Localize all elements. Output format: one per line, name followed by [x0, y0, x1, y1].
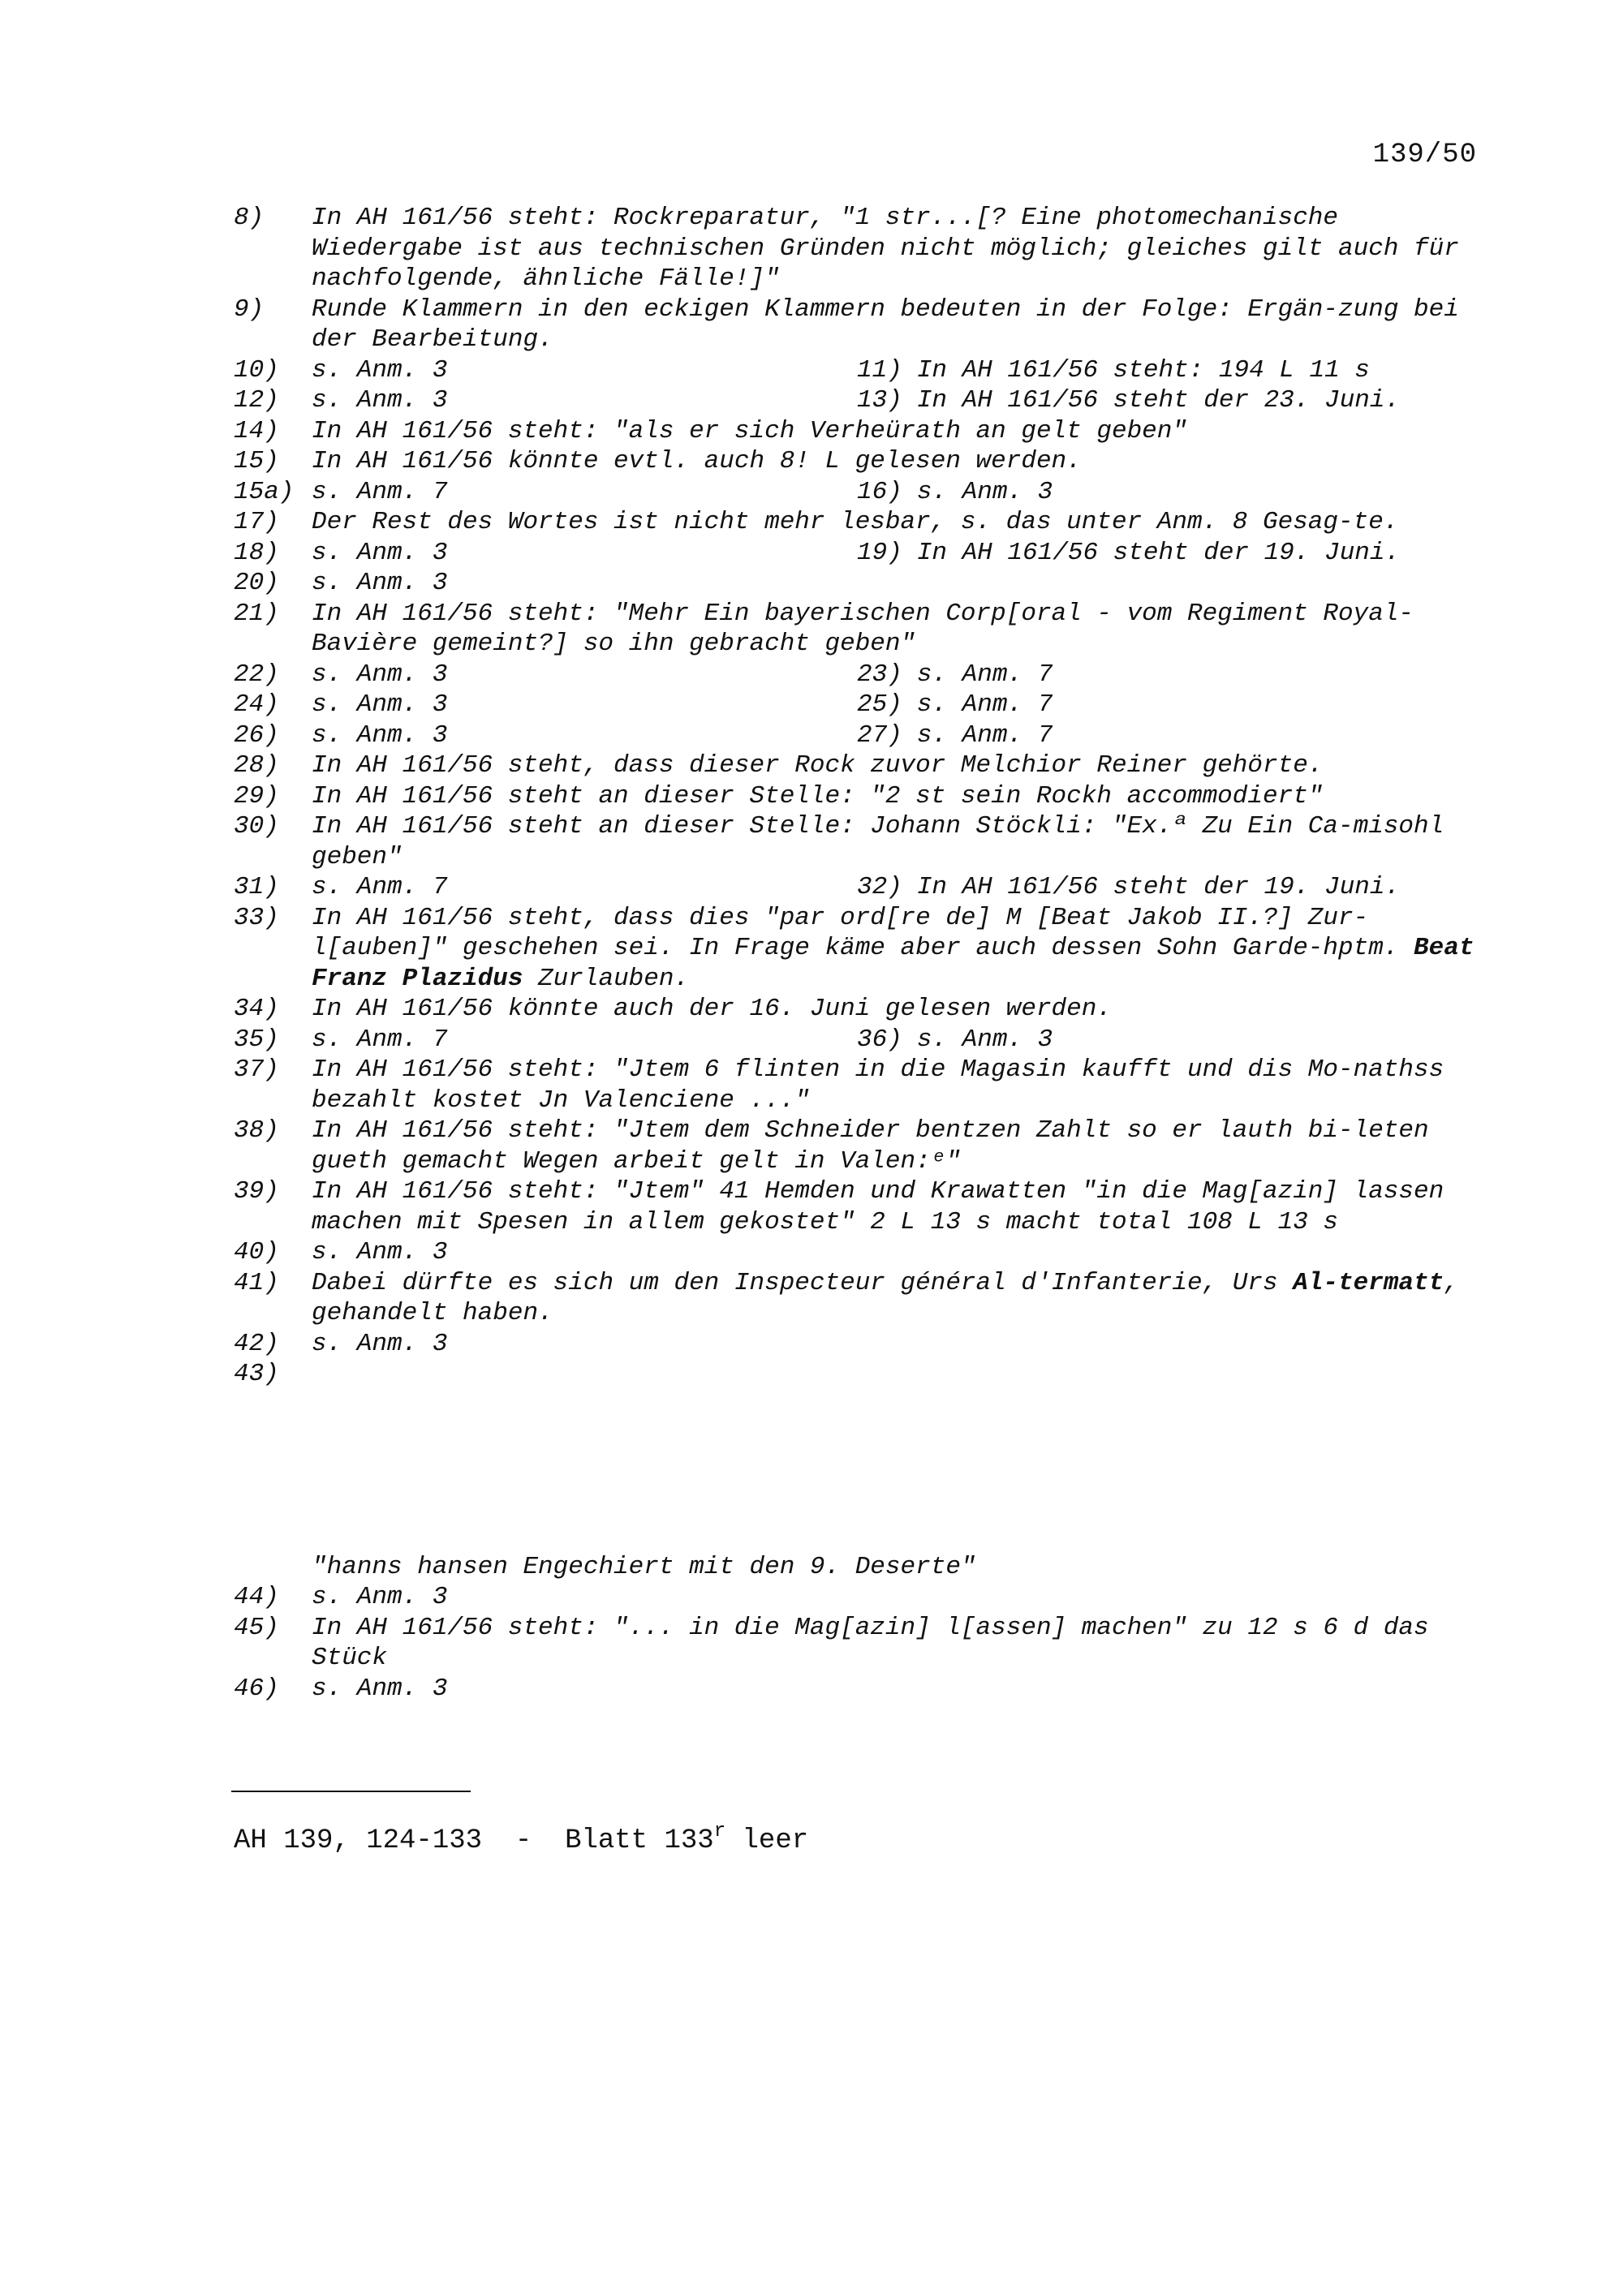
note-17: 17) Der Rest des Wortes ist nicht mehr lesbar, s. das unter Anm. 8 Gesag-te.	[234, 508, 1399, 536]
note-8: 8) In AH 161/56 steht: Rockreparatur, "1 str...[? Eine photomechanische Wiedergabe ist aus technischen Gründen nicht möglich; gleiches gilt auch für nachfolgende, ähnliche Fälle!]"	[234, 204, 1459, 293]
note-29: 29) In AH 161/56 steht an dieser Stelle: "2 st sein Rockh accommodiert"	[234, 781, 1324, 810]
note-10-11: 10) s. Anm. 3 11) In AH 161/56 steht: 194 L 11 s	[234, 355, 1370, 385]
note-15: 15) In AH 161/56 könnte evtl. auch 8! L gelesen werden.	[234, 447, 1082, 475]
blank-space	[234, 1390, 1483, 1552]
note-21: 21) In AH 161/56 steht: "Mehr Ein bayerischen Corp[oral - vom Regiment Royal-Bavière gemeint?] so ihn gebracht geben"	[234, 599, 1414, 658]
note-22-23: 22) s. Anm. 3 23) s. Anm. 7	[234, 660, 1053, 689]
note-26-27: 26) s. Anm. 3 27) s. Anm. 7	[234, 720, 1053, 750]
note-35-36: 35) s. Anm. 7 36) s. Anm. 3	[234, 1025, 1053, 1054]
note-34: 34) In AH 161/56 könnte auch der 16. Juni gelesen werden.	[234, 995, 1112, 1023]
person-name-bold: Al-termatt	[1293, 1268, 1444, 1297]
note-46: 46) s. Anm. 3	[234, 1674, 448, 1703]
note-31-32: 31) s. Anm. 7 32) In AH 161/56 steht der 19. Juni.	[234, 873, 1401, 901]
note-42: 42) s. Anm. 3	[234, 1329, 448, 1358]
note-40: 40) s. Anm. 3	[234, 1238, 448, 1266]
note-28: 28) In AH 161/56 steht, dass dieser Rock zuvor Melchior Reiner gehörte.	[234, 751, 1324, 780]
note-39: 39) In AH 161/56 steht: "Jtem" 41 Hemden und Krawatten "in die Mag[azin] lassen machen mit Spesen in allem gekostet" 2 L 13 s macht total 108 L 13 s	[234, 1177, 1444, 1236]
note-37: 37) In AH 161/56 steht: "Jtem 6 flinten in die Magasin kaufft und dis Mo-nathss bezahlt kostet Jn Valenciene ..."	[234, 1056, 1444, 1115]
footer-divider	[231, 1791, 471, 1792]
note-15a-16: 15a) s. Anm. 7 16) s. Anm. 3	[234, 477, 1053, 506]
note-12-13: 12) s. Anm. 3 13) In AH 161/56 steht der 23. Juni.	[234, 386, 1401, 415]
note-9: 9) Runde Klammern in den eckigen Klammern bedeuten in der Folge: Ergän-zung bei der Bearbeitung.	[234, 295, 1459, 354]
note-20: 20) s. Anm. 3	[234, 569, 448, 597]
note-30: 30) In AH 161/56 steht an dieser Stelle: Johann Stöckli: "Ex.ª Zu Ein Ca-misohl geben"	[234, 812, 1444, 871]
note-14: 14) In AH 161/56 steht: "als er sich Verheürath an gelt geben"	[234, 416, 1187, 445]
page-number: 139/50	[1372, 140, 1477, 170]
endnotes-list	[234, 203, 1483, 1704]
note-43-quote: "hanns hansen Engechiert mit den 9. Deserte"	[312, 1552, 976, 1581]
note-24-25: 24) s. Anm. 3 25) s. Anm. 7	[234, 690, 1053, 719]
note-41: 41) Dabei dürfte es sich um den Inspecteur général d'Infanterie, Urs Al-termatt, gehandelt haben.	[234, 1268, 1459, 1327]
note-18-19: 18) s. Anm. 3 19) In AH 161/56 steht der 19. Juni.	[234, 538, 1401, 567]
note-38: 38) In AH 161/56 steht: "Jtem dem Schneider bentzen Zahlt so er lauth bi-leten gueth gemacht Wegen arbeit gelt in Valen:ᵉ"	[234, 1116, 1429, 1176]
note-43: 43)	[234, 1360, 279, 1388]
note-44: 44) s. Anm. 3	[234, 1583, 448, 1611]
footer-reference: AH 139, 124-133 - Blatt 133$^r$ leer	[234, 1821, 809, 1856]
note-45: 45) In AH 161/56 steht: "... in die Mag[azin] l[assen] machen" zu 12 s 6 d das Stück	[234, 1613, 1429, 1672]
person-name-bold: Beat Franz Plazidus	[312, 934, 1474, 993]
note-33: 33) In AH 161/56 steht, dass dies "par ord[re de] M [Beat Jakob II.?] Zur-l[auben]" geschehen sei. In Frage käme aber auch dessen Sohn Garde-hptm. Beat Franz Plazidus Zurlauben.	[234, 903, 1474, 993]
